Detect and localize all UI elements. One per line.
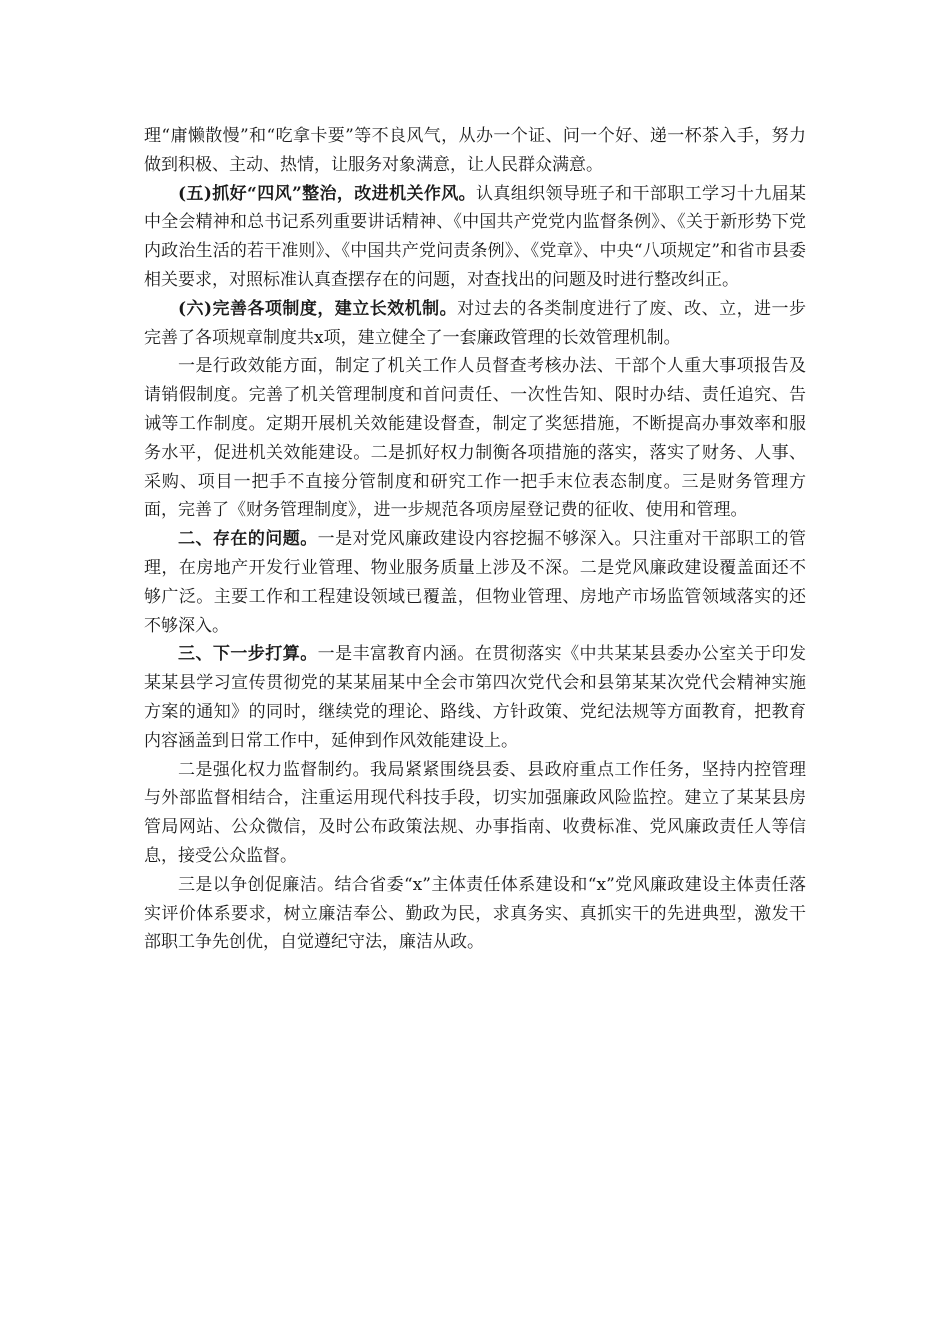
section-heading: 三、下一步打算。	[178, 644, 318, 665]
paragraph-text: 二是强化权力监督制约。我局紧紧围绕县委、县政府重点工作任务，坚持内控管理与外部监督相结合，注重运用现代科技手段，切实加强廉政风险监控。建立了某某县房管局网站、公众微信，及时公布政策法规、办事指南、收费标准、党风廉政责任人等信息，接受公众监督。	[144, 759, 806, 866]
section-heading: (六)完善各项制度，建立长效机制。	[178, 298, 458, 319]
paragraph-text: 对过去的各类制度进行了废、改、立，进一步完善了各项规章制度共x项，建立健全了一套廉政管理的长效管理机制。	[144, 298, 807, 348]
paragraph-text: 一是丰富教育内涵。在贯彻落实《中共某某县委办公室关于印发某某县学习宣传贯彻党的某某届某中全会市第四次党代会和县第某某次党代会精神实施方案的通知》的同时，继续党的理论、路线、方针政策、党纪法规等方面教育，把教育内容涵盖到日常工作中，延伸到作风效能建设上。	[144, 644, 807, 751]
paragraph-text: 一是对党风廉政建设内容挖掘不够深入。只注重对干部职工的管理，在房地产开发行业管理、物业服务质量上涉及不深。二是党风廉政建设覆盖面还不够广泛。主要工作和工程建设领域已覆盖，但物业管理、房地产市场监管领域落实的还不够深入。	[144, 529, 807, 636]
paragraph-problems	[144, 525, 806, 640]
paragraph-supervision	[144, 756, 806, 871]
section-heading: 二、存在的问题。	[178, 529, 318, 550]
paragraph-next-steps	[144, 640, 806, 755]
paragraph-text: 理“庸懒散慢”和“吃拿卡要”等不良风气，从办一个证、问一个好、递一杯茶入手，努力做到积极、主动、热情，让服务对象满意，让人民群众满意。	[144, 126, 806, 175]
paragraph-text: 三是以争创促廉洁。结合省委“x”主体责任体系建设和“x”党风廉政建设主体责任落实评价体系要求，树立廉洁奉公、勤政为民，求真务实、真抓实干的先进典型，激发干部职工争先创优，自觉遵纪守法，廉洁从政。	[144, 874, 806, 953]
paragraph-section-five	[144, 180, 806, 295]
paragraph-efficiency	[144, 352, 806, 525]
paragraph-text: 一是行政效能方面，制定了机关工作人员督查考核办法、干部个人重大事项报告及请销假制度。完善了机关管理制度和首问责任、一次性告知、限时办结、责任追究、告诫等工作制度。定期开展机关效能建设督查，制定了奖惩措施，不断提高办事效率和服务水平，促进机关效能建设。二是抓好权力制衡各项措施的落实，落实了财务、人事、采购、项目一把手不直接分管制度和研究工作一把手末位表态制度。三是财务管理方面，完善了《财务管理制度》，进一步规范各项房屋登记费的征收、使用和管理。	[144, 356, 806, 521]
paragraph-continuation	[144, 122, 806, 180]
paragraph-section-six	[144, 295, 806, 353]
paragraph-integrity	[144, 871, 806, 957]
document-body	[144, 122, 806, 957]
paragraph-text: 认真组织领导班子和干部职工学习十九届某中全会精神和总书记系列重要讲话精神、《中国共产党党内监督条例》、《关于新形势下党内政治生活的若干准则》、《中国共产党问责条例》、《党章》、中央“八项规定”和省市县委相关要求，对照标准认真查摆存在的问题，对查找出的问题及时进行整改纠正。	[144, 183, 806, 290]
section-heading: (五)抓好“四风”整治，改进机关作风。	[178, 183, 477, 204]
